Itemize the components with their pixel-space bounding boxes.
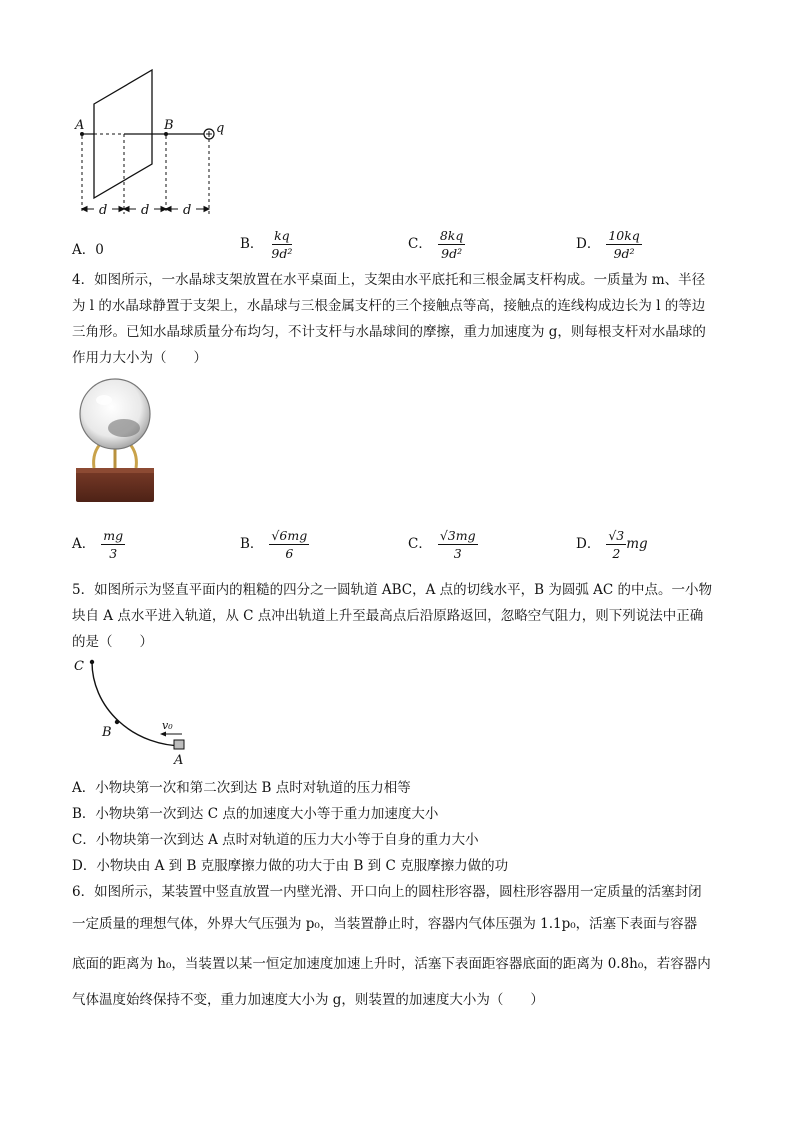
q6-line-2: 一定质量的理想气体，外界大气压强为 p₀，当装置静止时，容器内气体压强为 1.1p₀，活塞下表面与容器: [72, 916, 698, 932]
fraction: [438, 228, 466, 261]
q5-option-d[interactable]: D．小物块由 A 到 B 克服摩擦力做的功大于由 B 到 C 克服摩擦力做的功: [72, 858, 509, 874]
option-letter: D．: [576, 236, 601, 252]
fraction: [606, 228, 641, 261]
q5-option-c[interactable]: C．小物块第一次到达 A 点时对轨道的压力大小等于自身的重力大小: [72, 832, 479, 848]
crystal-ball-photo: [72, 376, 158, 506]
option-letter: A．: [72, 242, 96, 258]
label-q: q: [216, 121, 225, 136]
denominator: 3: [453, 546, 462, 561]
q5-option-b[interactable]: B．小物块第一次到达 C 点的加速度大小等于重力加速度大小: [72, 806, 439, 822]
q6-line-4: 气体温度始终保持不变，重力加速度大小为 g，则装置的加速度大小为（ ）: [72, 992, 544, 1008]
numerator: mg: [103, 528, 124, 543]
label-a: A: [174, 753, 184, 768]
fraction: [269, 528, 309, 561]
option-letter: B．: [240, 236, 264, 252]
option-suffix: mg: [626, 536, 648, 552]
q4-line-2: 为 l 的水晶球静置于支架上，水晶球与三根金属支杆的三个接触点等高，接触点的连线构成边长为 l 的等边: [72, 298, 706, 314]
label-d3: d: [183, 203, 192, 218]
fraction: [269, 228, 294, 261]
denominator: 9d²: [613, 246, 635, 261]
q6-line-1: 6．如图所示，某装置中竖直放置一内壁光滑、开口向上的圆柱形容器，圆柱形容器用一定质量的活塞封闭: [72, 884, 702, 900]
numerator: kq: [274, 228, 290, 243]
denominator: 9d²: [441, 246, 463, 261]
numerator: √6mg: [271, 528, 308, 543]
numerator: √3: [608, 528, 625, 543]
q4-line-4: 作用力大小为（ ）: [72, 350, 207, 366]
option-letter: D．: [576, 536, 601, 552]
point-c-dot: [90, 660, 94, 664]
q5-option-a[interactable]: A．小物块第一次和第二次到达 B 点时对轨道的压力相等: [72, 780, 411, 796]
fraction: [101, 528, 125, 561]
q3-option-c[interactable]: [408, 228, 465, 261]
label-b: B: [102, 725, 112, 740]
numerator: 8kq: [439, 228, 464, 243]
point-b-dot: [115, 720, 119, 724]
label-a: A: [75, 118, 85, 133]
denominator: 9d²: [271, 246, 293, 261]
block-icon: [174, 740, 184, 749]
fraction: [606, 528, 626, 561]
option-letter: B．: [240, 536, 264, 552]
option-letter: C．: [408, 536, 432, 552]
q3-option-a[interactable]: [72, 238, 104, 258]
denominator: 3: [109, 546, 118, 561]
denominator: 6: [285, 546, 294, 561]
q3-figure: [72, 64, 242, 224]
q4-option-c[interactable]: [408, 528, 478, 561]
q4-option-a[interactable]: [72, 528, 125, 561]
q5-line-2: 块自 A 点水平进入轨道，从 C 点冲出轨道上升至最高点后沿原路返回，忽略空气阻力，则下列说法中正确: [72, 608, 704, 624]
option-letter: C．: [408, 236, 432, 252]
q3-option-d[interactable]: [576, 228, 642, 261]
label-b: B: [164, 118, 174, 133]
fraction: [438, 528, 478, 561]
option-letter: A．: [72, 536, 96, 552]
q4-option-b[interactable]: [240, 528, 309, 561]
q6-line-3: 底面的距离为 h₀，当装置以某一恒定加速度加速上升时，活塞下表面距容器底面的距离为 0.8h₀，若容器内: [72, 956, 711, 972]
label-d2: d: [141, 203, 150, 218]
q5-line-3: 的是（ ）: [72, 634, 153, 650]
q4-line-3: 三角形。已知水晶球质量分布均匀，不计支杆与水晶球间的摩擦，重力加速度为 g，则每根支杆对水晶球的: [72, 324, 706, 340]
numerator: 10kq: [608, 228, 640, 243]
q3-option-b[interactable]: [240, 228, 294, 261]
denominator: 2: [612, 546, 621, 561]
label-c: C: [74, 659, 84, 674]
label-d1: d: [99, 203, 108, 218]
label-v0: v₀: [162, 719, 173, 732]
q5-line-1: 5．如图所示为竖直平面内的粗糙的四分之一圆轨道 ABC，A 点的切线水平，B 为圆弧 AC 的中点。一小物: [72, 582, 713, 598]
q4-line-1: 4．如图所示，一水晶球支架放置在水平桌面上，支架由水平底托和三根金属支杆构成。一质量为 m、半径: [72, 272, 706, 288]
q4-option-d[interactable]: [576, 528, 648, 561]
numerator: √3mg: [439, 528, 476, 543]
option-text: 0: [95, 242, 104, 258]
q5-figure: [72, 652, 202, 770]
